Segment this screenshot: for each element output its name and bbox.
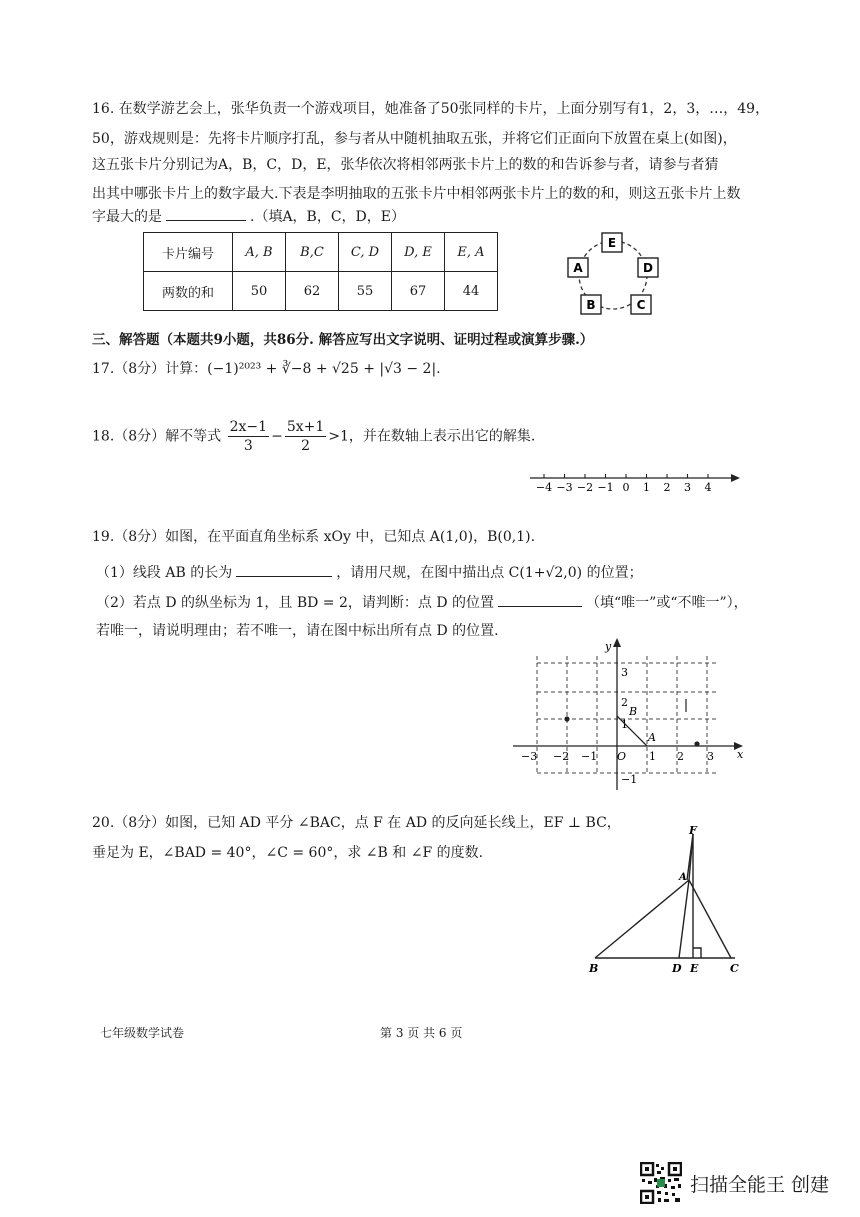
card-a: [568, 258, 588, 277]
card-d: [638, 258, 658, 277]
grid-y-label: y: [605, 640, 612, 653]
table-row: [144, 272, 498, 311]
table-header-cell: C, D: [339, 233, 392, 272]
number-line-tick-label: −4: [535, 481, 553, 494]
q16-line-2: 50，游戏规则是：先将卡片顺序打乱，参与者从中随机抽取五张，并将它们正面向下放置在桌上(如图)，: [92, 131, 737, 147]
q19-line-3: [96, 592, 748, 612]
marked-point: [564, 716, 569, 721]
q16-sum-table: [143, 232, 498, 311]
q17-prefix: 17.（8分）计算：: [92, 361, 208, 377]
x-tick: 1: [649, 750, 656, 763]
q19-answer-blank-2[interactable]: [498, 594, 582, 607]
coordinate-grid: [505, 636, 755, 796]
number-line-tick-label: 4: [704, 481, 712, 494]
x-tick: 3: [707, 750, 714, 763]
q20-line-1: 20.（8分）如图，已知 AD 平分 ∠BAC，点 F 在 AD 的反向延长线上，EF ⊥ BC，: [92, 815, 621, 831]
q16-line-1: 16. 在数学游艺会上，张华负责一个游戏项目，她准备了50张同样的卡片，上面分别写有1，2，3，…，49，: [92, 101, 770, 117]
number-line-tick-label: −2: [576, 481, 594, 494]
y-tick: −1: [621, 773, 638, 786]
label-c: C: [730, 962, 739, 975]
table-header-cell: E, A: [445, 233, 498, 272]
label-b: B: [589, 962, 599, 975]
table-cell: 44: [445, 272, 498, 311]
q18-fraction-1: $\frac{2x-1}{3}$: [229, 419, 268, 454]
q19-line-4: 若唯一，请说明理由；若不唯一，请在图中标出所有点 D 的位置.: [96, 623, 499, 639]
table-header-cell: A, B: [233, 233, 286, 272]
q16-line-3: 这五张卡片分别记为A，B，C，D，E，张华依次将相邻两张卡片上的数的和告诉参与者，请参与者猜: [92, 157, 719, 173]
table-cell: 50: [233, 272, 286, 311]
table-cell: 两数的和: [144, 272, 233, 311]
number-line-tick-label: 1: [643, 481, 650, 494]
q19-line-2: [96, 562, 643, 582]
table-header-cell: D, E: [392, 233, 445, 272]
label-f: F: [689, 824, 697, 837]
qr-code-icon: [640, 1162, 682, 1204]
table-cell: 62: [286, 272, 339, 311]
card-c-label: C: [636, 298, 646, 312]
number-line-tick-label: 0: [622, 481, 630, 494]
number-line-tick-label: −3: [556, 481, 573, 494]
x-tick: 2: [677, 750, 684, 763]
label-d: D: [672, 962, 682, 975]
card-b: [581, 295, 601, 314]
card-d-label: D: [643, 261, 653, 275]
table-row: [144, 233, 498, 272]
q19-line-2-post: ，请用尺规，在图中描出点 C(1+√2,0) 的位置；: [336, 565, 643, 581]
q16-line-5-post: .（填A，B，C，D，E）: [250, 209, 406, 225]
q16-line-5: [92, 206, 405, 226]
triangle-diagram: [585, 822, 760, 977]
x-tick-origin: O: [617, 750, 627, 763]
q19-line-1: 19.（8分）如图，在平面直角坐标系 xOy 中，已知点 A(1,0)，B(0,1).: [92, 529, 536, 545]
y-tick: 2: [621, 696, 628, 709]
q17-line: [92, 358, 441, 378]
q18-suffix: >1，并在数轴上表示出它的解集.: [328, 428, 536, 445]
segment-ab: [617, 716, 647, 746]
grid-x-label: x: [737, 748, 744, 761]
footer-page-number: 第 3 页 共 6 页: [380, 1026, 463, 1040]
card-a-label: A: [573, 261, 583, 275]
card-b-label: B: [586, 298, 596, 312]
q19-line-2-pre: （1）线段 AB 的长为: [96, 565, 233, 581]
q19-line-3-pre: （2）若点 D 的纵坐标为 1，且 BD = 2，请判断：点 D 的位置: [96, 595, 495, 611]
q19-line-3-post: （填“唯一”或“不唯一”），: [586, 595, 748, 611]
q18-fraction-2: $\frac{5x+1}{2}$: [286, 419, 325, 454]
point-a-label: A: [648, 731, 656, 744]
q16-line-5-pre: 字最大的是: [92, 209, 162, 225]
table-cell: 55: [339, 272, 392, 311]
q20-line-2: 垂足为 E，∠BAD = 40°，∠C = 60°，求 ∠B 和 ∠F 的度数.: [92, 845, 484, 861]
q18-prefix: 18.（8分）解不等式: [92, 428, 222, 445]
q17-expression: (−1)²⁰²³ + ∛−8 + √25 + |√3 − 2|.: [207, 361, 441, 377]
table-header-cell: 卡片编号: [144, 233, 233, 272]
number-line-tick-label: 2: [663, 481, 671, 494]
table-cell: 67: [392, 272, 445, 311]
number-line-tick-label: −1: [597, 481, 614, 494]
q19-answer-blank-1[interactable]: [236, 564, 332, 577]
footer-subject: 七年级数学试卷: [100, 1026, 185, 1040]
q18-minus: −: [271, 428, 283, 445]
point-b-label: B: [629, 705, 638, 718]
label-e: E: [690, 962, 699, 975]
q18-line: [92, 418, 535, 455]
marked-point: [694, 741, 699, 746]
number-line-tick-label: 3: [684, 481, 691, 494]
scanner-watermark-text: 扫描全能王 创建: [690, 1174, 830, 1196]
card-c: [631, 295, 651, 314]
y-tick: 3: [621, 666, 628, 679]
number-line: [528, 470, 743, 494]
card-e: [602, 233, 622, 252]
x-tick: −2: [553, 750, 570, 763]
x-tick: −3: [521, 750, 538, 763]
q16-answer-blank[interactable]: [166, 208, 246, 221]
card-e-label: E: [607, 236, 617, 250]
y-tick: 1: [621, 718, 628, 731]
section-3-heading: 三、解答题（本题共9小题，共86分. 解答应写出文字说明、证明过程或演算步骤.）: [92, 332, 594, 348]
table-header-cell: B,C: [286, 233, 339, 272]
label-a: A: [679, 872, 687, 883]
q16-line-4: 出其中哪张卡片上的数字最大.下表是李明抽取的五张卡片中相邻两张卡片上的数的和，则这五张卡片上数: [92, 186, 741, 202]
x-tick: −1: [581, 750, 598, 763]
cards-diagram: [560, 228, 670, 318]
